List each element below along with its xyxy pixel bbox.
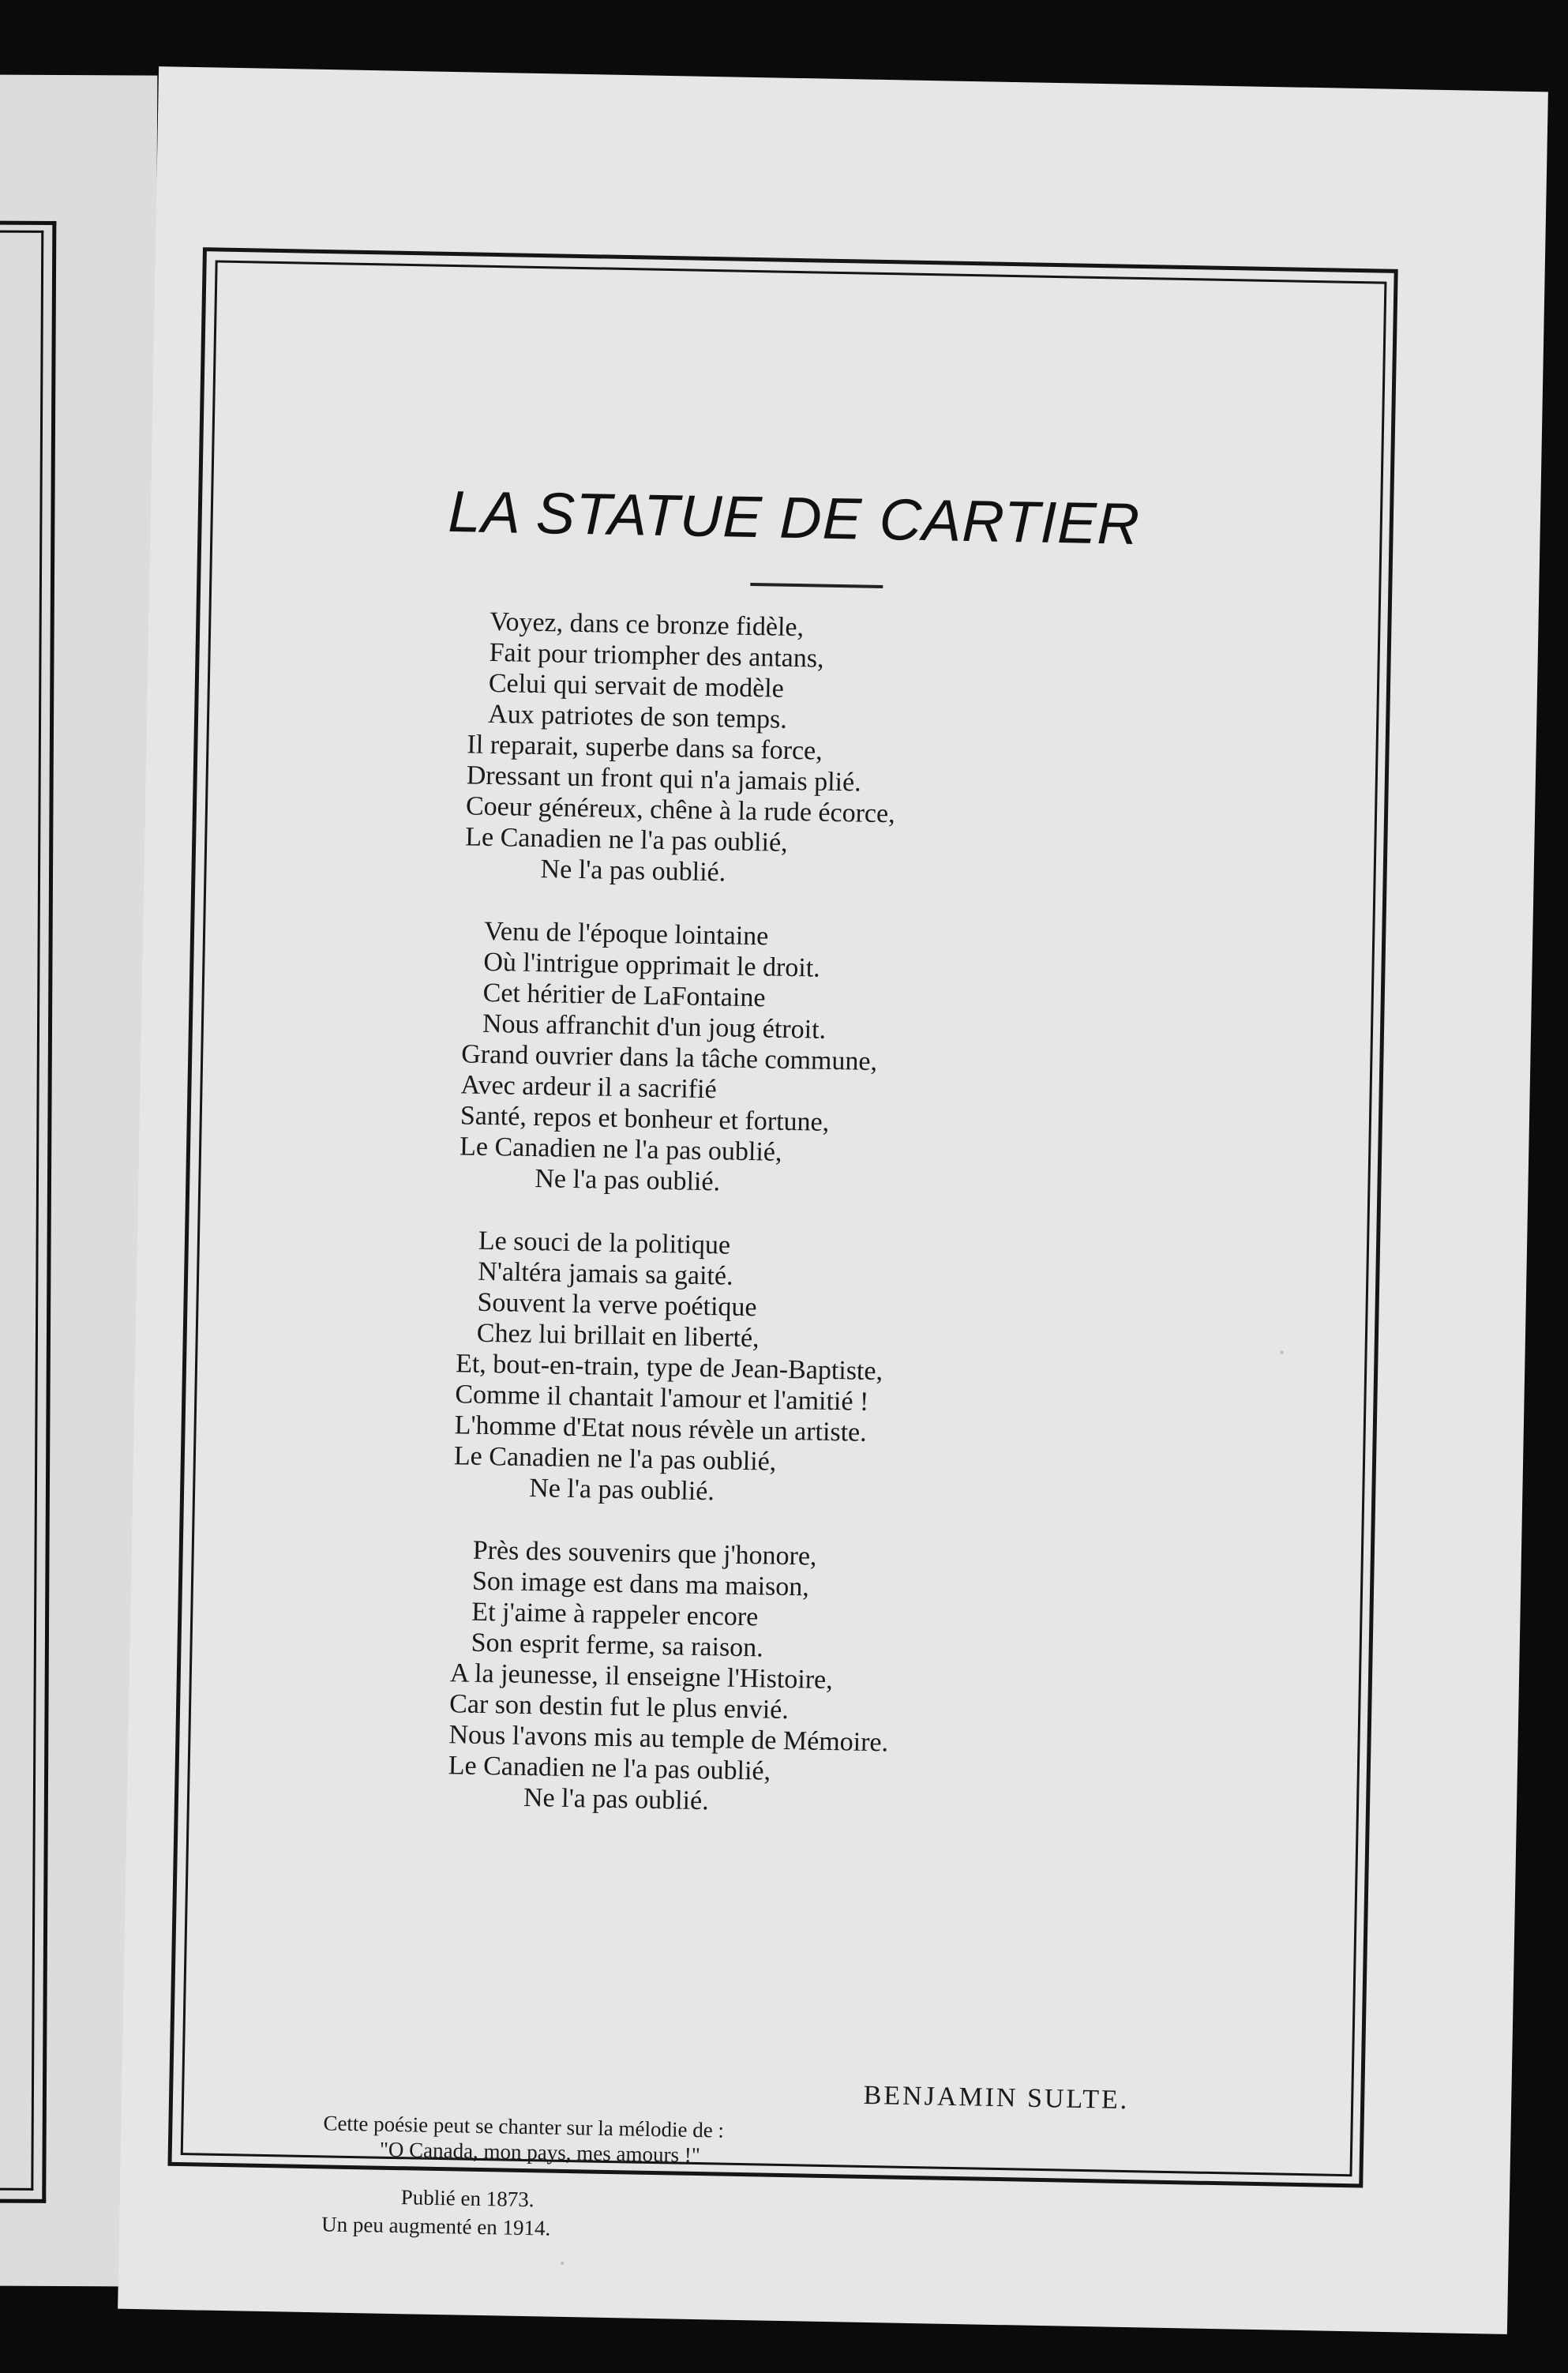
verse-line: Dressant un front qui n'a jamais plié. (466, 760, 862, 798)
publication-info (321, 2181, 796, 2247)
verse-line: Son image est dans ma maison, (471, 1566, 810, 1602)
verse-line: Car son destin fut le plus envié. (448, 1689, 790, 1725)
verse-line: Et j'aime à rappeler encore (471, 1597, 759, 1632)
stanza-3 (453, 1225, 1168, 1515)
refrain-line: Ne l'a pas oublié. (528, 1474, 715, 1507)
augmented-date: Un peu augmenté en 1914. (321, 2212, 551, 2240)
verse-line: Chez lui brillait en liberté, (476, 1318, 760, 1354)
poem-title: LA STATUE DE CARTIER (447, 478, 1141, 557)
stanza-1 (464, 606, 1180, 896)
verse-line: Cet héritier de LaFontaine (482, 978, 766, 1013)
verse-line: Son esprit ferme, sa raison. (471, 1628, 764, 1663)
stanza-2 (459, 915, 1174, 1205)
paper-speck (561, 2262, 564, 2265)
verse-line: Fait pour triompher des antans, (489, 637, 824, 674)
verse-line: Nous affranchit d'un joug étroit. (482, 1008, 827, 1045)
verse-line: Le Canadien ne l'a pas oublié, (453, 1441, 777, 1477)
refrain-line: Ne l'a pas oublié. (540, 854, 726, 888)
verse-line: Le souci de la politique (478, 1226, 731, 1260)
verse-line: Le Canadien ne l'a pas oublié, (465, 822, 788, 858)
verse-line: L'homme d'Etat nous révèle un artiste. (454, 1410, 868, 1447)
page-content (181, 260, 1382, 2240)
verse-line: Près des souvenirs que j'honore, (472, 1535, 817, 1571)
verse-line: Avec ardeur il a sacrifié (460, 1070, 717, 1105)
melody-note-line-2: "O Canada, mon pays, mes amours !" (379, 2137, 701, 2168)
refrain-line: Ne l'a pas oublié. (535, 1164, 721, 1197)
verse-line: A la jeunesse, il enseigne l'Histoire, (449, 1658, 834, 1695)
verse-line: Nous l'avons mis au temple de Mémoire. (448, 1720, 889, 1758)
verse-line: N'altéra jamais sa gaité. (477, 1256, 733, 1291)
paper-speck (1281, 1350, 1284, 1354)
verse-line: Aux patriotes de son temps. (487, 699, 788, 734)
verse-line: Le Canadien ne l'a pas oublié, (459, 1132, 782, 1167)
author-signature: BENJAMIN SULTE. (863, 2080, 1130, 2116)
poem-body (447, 606, 1180, 1857)
verse-line: Celui qui servait de modèle (488, 668, 785, 704)
verse-line: Où l'intrigue opprimait le droit. (483, 947, 821, 983)
verse-line: Comme il chantait l'amour et l'amitié ! (455, 1380, 869, 1417)
verse-line: Il reparait, superbe dans sa force, (467, 730, 823, 766)
verse-line: Coeur généreux, chêne à la rude écorce, (465, 791, 896, 829)
verse-line: Le Canadien ne l'a pas oublié, (448, 1751, 771, 1786)
verse-line: Souvent la verve poétique (477, 1287, 757, 1323)
verse-line: Et, bout-en-train, type de Jean-Baptiste, (455, 1349, 883, 1387)
poem-page (118, 66, 1548, 2334)
verse-line: Santé, repos et bonheur et fortune, (460, 1101, 830, 1137)
verse-line: Venu de l'époque lointaine (483, 916, 769, 952)
verse-line: Voyez, dans ce bronze fidèle, (490, 606, 805, 643)
refrain-line: Ne l'a pas oublié. (523, 1782, 709, 1816)
verse-line: Grand ouvrier dans la tâche commune, (460, 1039, 878, 1076)
title-divider (750, 583, 883, 588)
stanza-4 (448, 1534, 1163, 1824)
published-date: Publié en 1873. (400, 2185, 535, 2212)
melody-note-line-1: Cette poésie peut se chanter sur la mélodie de : (323, 2111, 725, 2142)
